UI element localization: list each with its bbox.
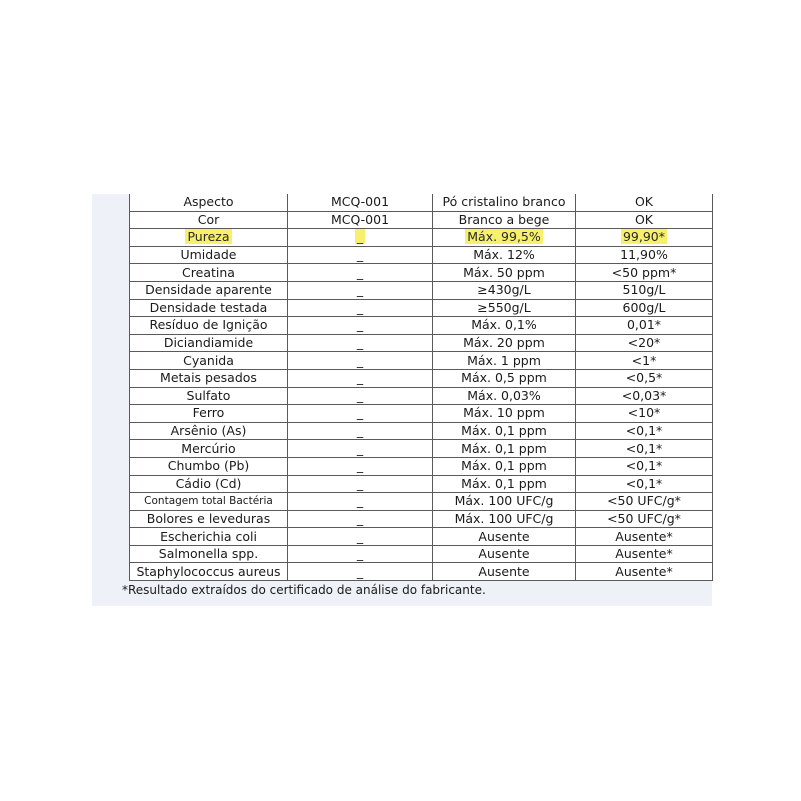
result-cell xyxy=(576,211,713,229)
parameter-cell-text: Mercúrio xyxy=(181,440,236,456)
method-cell-text: _ xyxy=(356,335,364,351)
result-cell-text: <10* xyxy=(627,405,661,421)
parameter-cell xyxy=(130,299,288,317)
specification-cell-text: Máx. 50 ppm xyxy=(463,264,545,280)
specification-cell xyxy=(433,405,576,423)
parameter-cell xyxy=(130,475,288,493)
specification-cell-text: Pó cristalino branco xyxy=(442,194,566,210)
specification-cell xyxy=(433,246,576,264)
method-cell-text: _ xyxy=(356,264,364,280)
specification-cell xyxy=(433,510,576,528)
method-cell xyxy=(288,229,433,247)
specification-cell xyxy=(433,264,576,282)
method-cell xyxy=(288,352,433,370)
table-row xyxy=(130,352,713,370)
table-row xyxy=(130,457,713,475)
specification-cell-text: Máx. 12% xyxy=(473,247,535,263)
parameter-cell xyxy=(130,229,288,247)
parameter-cell xyxy=(130,405,288,423)
specification-cell xyxy=(433,211,576,229)
result-cell xyxy=(576,475,713,493)
table-row xyxy=(130,563,713,581)
specification-cell-text: Máx. 10 ppm xyxy=(463,405,545,421)
method-cell-text: _ xyxy=(356,370,364,386)
result-cell-text: OK xyxy=(634,194,654,210)
specification-cell xyxy=(433,281,576,299)
method-cell-text: _ xyxy=(356,458,364,474)
result-cell-text: <50 ppm* xyxy=(611,264,677,280)
parameter-cell-text: Densidade testada xyxy=(149,299,268,315)
method-cell xyxy=(288,299,433,317)
method-cell-text: _ xyxy=(356,528,364,544)
specification-cell xyxy=(433,299,576,317)
result-cell-text: 99,90* xyxy=(622,229,666,245)
table-row xyxy=(130,317,713,335)
method-cell xyxy=(288,334,433,352)
method-cell-text: _ xyxy=(356,493,364,509)
parameter-cell xyxy=(130,264,288,282)
analysis-table-body xyxy=(130,194,713,581)
specification-cell-text: Máx. 99,5% xyxy=(467,229,541,245)
parameter-cell xyxy=(130,317,288,335)
method-cell xyxy=(288,440,433,458)
parameter-cell xyxy=(130,563,288,581)
method-cell xyxy=(288,211,433,229)
method-cell xyxy=(288,264,433,282)
parameter-cell-text: Densidade aparente xyxy=(145,282,272,298)
parameter-cell-text: Staphylococcus aureus xyxy=(136,563,281,579)
result-cell-text: <0,1* xyxy=(625,423,663,439)
result-cell-text: 0,01* xyxy=(626,317,662,333)
specification-cell-text: Máx. 20 ppm xyxy=(463,335,545,351)
parameter-cell xyxy=(130,194,288,211)
table-row xyxy=(130,299,713,317)
parameter-cell-text: Chumbo (Pb) xyxy=(167,458,250,474)
parameter-cell xyxy=(130,545,288,563)
specification-cell-text: Máx. 0,5 ppm xyxy=(461,370,547,386)
parameter-cell-text: Cyanida xyxy=(183,352,234,368)
result-cell xyxy=(576,457,713,475)
parameter-cell xyxy=(130,457,288,475)
analysis-table-container xyxy=(129,194,716,582)
result-cell xyxy=(576,194,713,211)
specification-cell-text: ≥550g/L xyxy=(477,299,531,315)
method-cell-text: _ xyxy=(356,510,364,526)
table-row xyxy=(130,211,713,229)
method-cell-text: _ xyxy=(356,440,364,456)
result-cell xyxy=(576,264,713,282)
result-cell xyxy=(576,317,713,335)
result-cell-text: <0,1* xyxy=(625,458,663,474)
result-cell-text: <0,03* xyxy=(621,387,667,403)
method-cell-text: _ xyxy=(356,546,364,562)
specification-cell-text: Máx. 0,1 ppm xyxy=(461,458,547,474)
specification-cell-text: ≥430g/L xyxy=(477,282,531,298)
table-row xyxy=(130,493,713,511)
method-cell xyxy=(288,387,433,405)
method-cell xyxy=(288,422,433,440)
result-cell xyxy=(576,281,713,299)
footnote: *Resultado extraídos do certificado de análise do fabricante. xyxy=(122,583,486,597)
method-cell-text: _ xyxy=(356,282,364,298)
specification-cell xyxy=(433,334,576,352)
specification-cell xyxy=(433,369,576,387)
specification-cell xyxy=(433,493,576,511)
method-cell-text: _ xyxy=(356,317,364,333)
specification-cell xyxy=(433,387,576,405)
parameter-cell xyxy=(130,334,288,352)
method-cell-text: _ xyxy=(356,247,364,263)
result-cell-text: <0,1* xyxy=(625,475,663,491)
method-cell-text: _ xyxy=(356,563,364,579)
method-cell-text: MCQ-001 xyxy=(330,194,390,210)
specification-cell xyxy=(433,317,576,335)
parameter-cell-text: Aspecto xyxy=(183,194,234,210)
parameter-cell-text: Arsênio (As) xyxy=(170,423,247,439)
specification-cell xyxy=(433,563,576,581)
method-cell xyxy=(288,563,433,581)
result-cell xyxy=(576,545,713,563)
parameter-cell-text: Pureza xyxy=(187,229,230,245)
specification-cell-text: Ausente xyxy=(478,546,530,562)
result-cell-text: 11,90% xyxy=(620,247,668,263)
parameter-cell xyxy=(130,528,288,546)
parameter-cell-text: Metais pesados xyxy=(160,370,257,386)
result-cell xyxy=(576,229,713,247)
specification-cell-text: Branco a bege xyxy=(458,211,550,227)
parameter-cell xyxy=(130,440,288,458)
parameter-cell xyxy=(130,211,288,229)
method-cell-text: _ xyxy=(356,387,364,403)
analysis-table xyxy=(129,194,713,581)
specification-cell-text: Máx. 1 ppm xyxy=(467,352,541,368)
specification-cell xyxy=(433,422,576,440)
method-cell xyxy=(288,194,433,211)
table-row xyxy=(130,369,713,387)
table-row xyxy=(130,422,713,440)
result-cell-text: Ausente* xyxy=(615,546,673,562)
result-cell xyxy=(576,510,713,528)
table-row xyxy=(130,528,713,546)
specification-cell xyxy=(433,457,576,475)
method-cell xyxy=(288,528,433,546)
method-cell-text: MCQ-001 xyxy=(330,211,390,227)
result-cell-text: 510g/L xyxy=(622,282,666,298)
parameter-cell xyxy=(130,369,288,387)
specification-cell-text: Máx. 0,1 ppm xyxy=(461,423,547,439)
result-cell xyxy=(576,493,713,511)
table-row xyxy=(130,264,713,282)
method-cell xyxy=(288,493,433,511)
parameter-cell-text: Salmonella spp. xyxy=(158,546,259,562)
specification-cell-text: Máx. 0,1 ppm xyxy=(461,440,547,456)
specification-cell-text: Máx. 100 UFC/g xyxy=(454,510,554,526)
method-cell xyxy=(288,369,433,387)
result-cell-text: Ausente* xyxy=(615,563,673,579)
result-cell xyxy=(576,405,713,423)
specification-cell xyxy=(433,528,576,546)
parameter-cell-text: Cor xyxy=(197,211,220,227)
result-cell xyxy=(576,387,713,405)
table-row xyxy=(130,194,713,211)
result-cell xyxy=(576,440,713,458)
method-cell xyxy=(288,246,433,264)
parameter-cell-text: Bolores e leveduras xyxy=(146,510,271,526)
parameter-cell-text: Creatina xyxy=(182,264,235,280)
method-cell xyxy=(288,281,433,299)
parameter-cell xyxy=(130,387,288,405)
parameter-cell-text: Umidade xyxy=(180,247,237,263)
parameter-cell-text: Ferro xyxy=(192,405,225,421)
parameter-cell xyxy=(130,352,288,370)
table-row xyxy=(130,440,713,458)
method-cell-text: _ xyxy=(356,229,364,245)
result-cell-text: <0,1* xyxy=(625,440,663,456)
specification-cell-text: Ausente xyxy=(478,563,530,579)
method-cell-text: _ xyxy=(356,423,364,439)
method-cell xyxy=(288,317,433,335)
specification-cell xyxy=(433,229,576,247)
method-cell-text: _ xyxy=(356,475,364,491)
specification-cell xyxy=(433,352,576,370)
table-row xyxy=(130,281,713,299)
parameter-cell-text: Sulfato xyxy=(186,387,231,403)
table-row xyxy=(130,475,713,493)
parameter-cell xyxy=(130,493,288,511)
specification-cell-text: Máx. 0,03% xyxy=(467,387,541,403)
result-cell-text: <50 UFC/g* xyxy=(607,510,681,526)
parameter-cell xyxy=(130,281,288,299)
result-cell xyxy=(576,422,713,440)
table-row xyxy=(130,387,713,405)
method-cell xyxy=(288,457,433,475)
method-cell-text: _ xyxy=(356,405,364,421)
result-cell-text: <50 UFC/g* xyxy=(607,493,681,509)
specification-cell-text: Máx. 100 UFC/g xyxy=(454,493,554,509)
table-row xyxy=(130,334,713,352)
result-cell xyxy=(576,528,713,546)
parameter-cell xyxy=(130,510,288,528)
result-cell-text: <20* xyxy=(627,335,661,351)
result-cell xyxy=(576,369,713,387)
result-cell xyxy=(576,352,713,370)
table-row xyxy=(130,510,713,528)
table-row xyxy=(130,545,713,563)
result-cell xyxy=(576,563,713,581)
specification-cell-text: Ausente xyxy=(478,528,530,544)
table-row xyxy=(130,246,713,264)
result-cell-text: OK xyxy=(634,211,654,227)
method-cell xyxy=(288,545,433,563)
result-cell-text: <0,5* xyxy=(625,370,663,386)
specification-cell-text: Máx. 0,1 ppm xyxy=(461,475,547,491)
parameter-cell-text: Escherichia coli xyxy=(160,528,257,544)
table-row xyxy=(130,229,713,247)
specification-cell-text: Máx. 0,1% xyxy=(471,317,537,333)
result-cell-text: 600g/L xyxy=(622,299,666,315)
specification-cell xyxy=(433,194,576,211)
result-cell xyxy=(576,299,713,317)
method-cell-text: _ xyxy=(356,352,364,368)
method-cell xyxy=(288,405,433,423)
result-cell-text: Ausente* xyxy=(615,528,673,544)
parameter-cell xyxy=(130,246,288,264)
method-cell xyxy=(288,510,433,528)
result-cell-text: <1* xyxy=(631,352,657,368)
result-cell xyxy=(576,246,713,264)
specification-cell xyxy=(433,545,576,563)
specification-cell xyxy=(433,475,576,493)
method-cell-text: _ xyxy=(356,299,364,315)
method-cell xyxy=(288,475,433,493)
parameter-cell-text: Cádio (Cd) xyxy=(175,475,242,491)
parameter-cell-text: Contagem total Bactéria xyxy=(144,495,273,508)
parameter-cell xyxy=(130,422,288,440)
parameter-cell-text: Diciandiamide xyxy=(163,335,254,351)
result-cell xyxy=(576,334,713,352)
specification-cell xyxy=(433,440,576,458)
table-row xyxy=(130,405,713,423)
parameter-cell-text: Resíduo de Ignição xyxy=(149,317,268,333)
